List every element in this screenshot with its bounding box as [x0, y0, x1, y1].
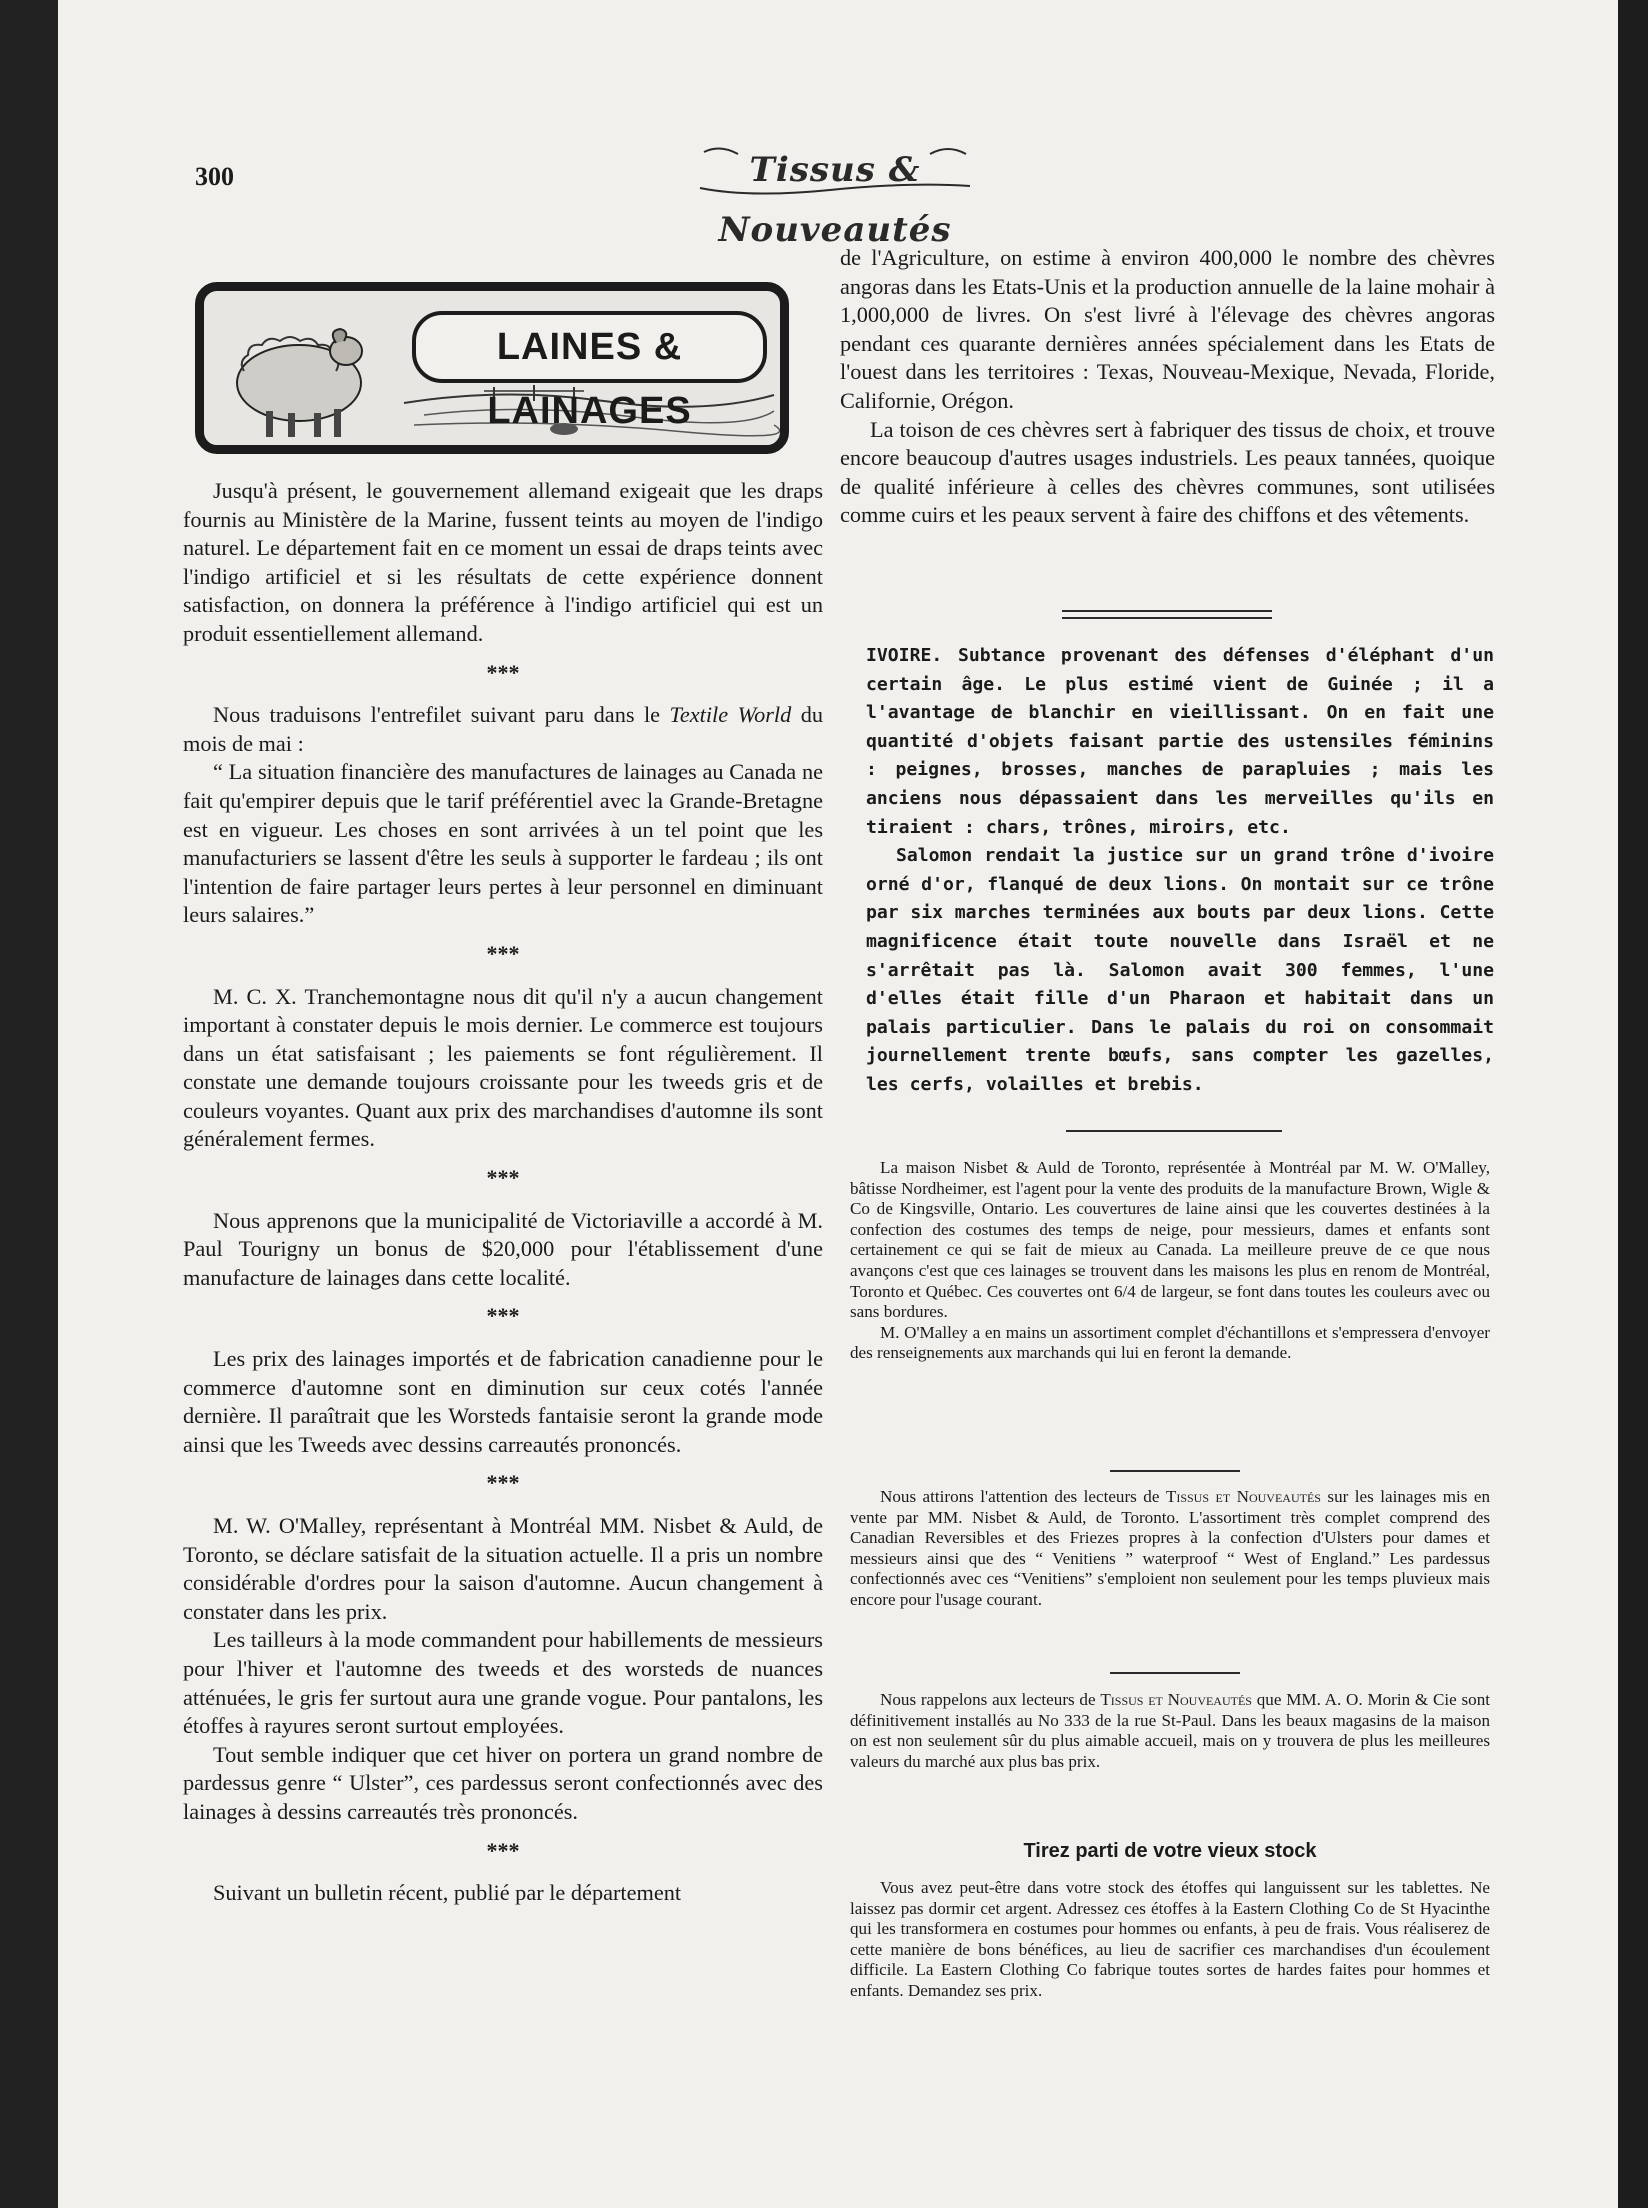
double-rule-top: [1062, 610, 1272, 612]
paragraph-omalley-echantillons: M. O'Malley a en mains un assortiment complet d'échantillons et s'empressera d'envoyer des renseignements aux marchands qui lui en feront la demande.: [850, 1322, 1490, 1363]
publication-title: Textile World: [669, 702, 792, 728]
masthead-title: Tissus & Nouveautés: [718, 150, 952, 250]
section-separator-stars: ***: [486, 659, 520, 685]
paragraph-ulster: Tout semble indiquer que cet hiver on portera un grand nombre de pardessus genre “ Ulster”, ces pardessus seront confectionnés avec des lainages à dessins carreautés très prononcés.: [183, 1741, 823, 1824]
paragraph-toison: La toison de ces chèvres sert à fabriquer des tissus de choix, et trouve encore beaucoup d'autres usages industriels. Les peaux tannées, quoique de qualité inférieure à celles des chèvres communes, sont utilisées comme cuirs et les peaux servent à faire des chiffons et des vêtements.: [840, 416, 1495, 528]
text-segment: du mois de mai :: [183, 702, 824, 756]
paragraph-omalley: M. W. O'Malley, représentant à Montréal MM. Nisbet & Auld, de Toronto, se déclare satisfait de la situation actuelle. Il a pris un nombre considérable d'ordres pour la saison d'automne. Aucun changement à constater dans les prix.: [183, 1513, 823, 1624]
text-segment: Nous rappelons aux lecteurs de: [880, 1690, 1101, 1709]
eastern-clothing-title: Tirez parti de votre vieux stock: [1023, 1840, 1317, 1862]
text-segment: Nous traduisons l'entrefilet suivant paru dans le: [213, 702, 670, 728]
divider-rule: [1110, 1470, 1240, 1472]
ivoire-article: [866, 642, 1494, 1100]
text-segment: Nous attirons l'attention des lecteurs de: [880, 1487, 1166, 1506]
left-column: [183, 477, 823, 1908]
paragraph-quote-situation: “ La situation financière des manufactures de lainages au Canada ne fait qu'empirer depuis que le tarif préférentiel avec la Grande-Bretagne est en vigueur. Les choses en sont arrivées à un tel point que les manufacturiers se lassent d'être les seuls à supporter le fardeau ; ils ont l'intention de faire partager leurs pertes à leur personnel en diminuant leurs salaires.”: [183, 759, 823, 928]
masthead-logo: [690, 140, 980, 250]
paragraph-morin: [850, 1690, 1490, 1772]
ivoire-heading: IVOIRE.: [866, 645, 943, 666]
section-separator-stars: ***: [486, 1165, 520, 1191]
section-separator-stars: ***: [486, 1837, 520, 1863]
section-separator-stars: ***: [486, 1470, 520, 1496]
text-segment: Subtance provenant des défenses d'éléphant d'un certain âge. Le plus estimé vient de Guinée ; il a l'avantage de blanchir en vieillissant. On en fait une quantité d'objets faisant partie des ustensiles féminins : peignes, brosses, manches de parapluies ; mais les anciens nous dépassaient dans les merveilles qu'ils en tiraient : chars, trônes, miroirs, etc.: [866, 645, 1494, 838]
notice-morin: [850, 1690, 1490, 1772]
notice-eastern-clothing: [850, 1878, 1490, 2002]
paragraph-ivoire-definition: [866, 642, 1494, 842]
text-segment: sur les lainages mis en vente par MM. Nisbet & Auld, de Toronto. L'assortiment très complet comprend des Canadian Reversibles et des Friezes propres à la confection d'Ulsters pour dames et messieurs ainsi que des “ Venitiens ” waterproof “ West of England.” Les pardessus confectionnés avec ces “Venitiens” s'emploient non seulement pour les temps pluvieux mais encore pour l'usage courant.: [850, 1487, 1491, 1609]
paragraph-tailleurs: Les tailleurs à la mode commandent pour habillements de messieurs pour l'hiver et l'automne des tweeds et des worsteds de nuances atténuées, le gris fer surtout aura une grande vogue. Pour pantalons, les étoffes à rayures seront surtout employées.: [183, 1627, 823, 1739]
banner-title: LAINES & LAINAGES: [412, 311, 767, 383]
paragraph-vieux-stock: Vous avez peut-être dans votre stock des étoffes qui languissent sur les tablettes. Ne laissez pas dormir cet argent. Adressez ces étoffes à la Eastern Clothing Co de St Hyacinthe qui les transformera en costumes pour hommes ou enfants, à peu de frais. Vous réaliserez de cette manière de bons bénéfices, au lieu de sacrifier ces marchandises d'un écoulement difficile. La Eastern Clothing Co fabrique toutes sortes de hardes faites pour hommes et enfants. Demandez ses prix.: [850, 1878, 1490, 2000]
notice-nisbet-auld: [850, 1158, 1490, 1364]
journal-name: Tissus et Nouveautés: [1165, 1487, 1321, 1506]
paragraph-indigo: Jusqu'à présent, le gouvernement allemand exigeait que les draps fournis au Ministère de la Marine, fussent teints au moyen de l'indigo naturel. Le département fait en ce moment un essai de draps teints avec l'indigo artificiel et si les résultats de cette expérience donnent satisfaction, on donnera la préférence à l'indigo artificiel qui est un produit essentiellement allemand.: [183, 478, 823, 646]
section-separator-stars: ***: [486, 940, 520, 966]
laines-lainages-banner: [195, 282, 789, 454]
paragraph-prix-lainages: Les prix des lainages importés et de fabrication canadienne pour le commerce d'automne sont en diminution sur ceux cotés l'année dernière. Il paraîtrait que les Worsteds fantaisie seront la grande mode ainsi que les Tweeds avec dessins carreautés prononcés.: [183, 1346, 823, 1457]
journal-name: Tissus et Nouveautés: [1100, 1690, 1252, 1709]
right-column-top: [840, 244, 1495, 530]
text-segment: que MM. A. O. Morin & Cie sont définitivement installés au No 333 de la rue St-Paul. Dans les beaux magasins de la maison on est non seulement sûr du plus aimable accueil, mais on y trouvera de plus les meilleures valeurs du marché aux plus bas prix.: [850, 1690, 1490, 1771]
paragraph-tranchemontagne: M. C. X. Tranchemontagne nous dit qu'il n'y a aucun changement important à constater depuis le mois dernier. Le commerce est toujours dans un état satisfaisant ; les paiements se font régulièrement. Il constate une demande toujours croissante pour les tweeds gris et de couleurs voyantes. Quant aux prix des marchandises d'automne ils sont généralement fermes.: [183, 983, 823, 1152]
paragraph-chevres-angoras: de l'Agriculture, on estime à environ 400,000 le nombre des chèvres angoras dans les Etats-Unis et la production annuelle de la laine mohair à 1,000,000 de livres. On s'est livré à l'élevage des chèvres angoras pendant ces quarante dernières années spécialement dans les Etats de l'ouest dans les territoires : Texas, Nouveau-Mexique, Nevada, Floride, Californie, Orégon.: [840, 245, 1495, 413]
divider-rule: [1066, 1130, 1282, 1132]
paragraph-couvertures: La maison Nisbet & Auld de Toronto, représentée à Montréal par M. W. O'Malley, bâtisse Nordheimer, est l'agent pour la vente des produits de la manufacture Brown, Wigle & Co de Kingsville, Ontario. Les couvertures de laine ainsi que les couvertes destinées à la confection des costumes des temps de neige, pour messieurs, dames et enfants sont certainement ce qui se fait de mieux au Canada. La meilleure preuve de ce que nous avançons c'est que ces lainages se trouvent dans les maisons les plus en renom de Montréal, Toronto et Québec. Ces couvertes ont 6/4 de largeur, se font dans toutes les couleurs avec ou sans bordures.: [850, 1158, 1490, 1322]
page-edge-shadow: [0, 0, 58, 2208]
page-number: 300: [195, 162, 234, 191]
section-separator-stars: ***: [486, 1303, 520, 1329]
double-rule-bottom: [1062, 617, 1272, 619]
paragraph-victoriaville: Nous apprenons que la municipalité de Victoriaville a accordé à M. Paul Tourigny un bonus de $20,000 pour l'établissement d'une manufacture de lainages dans cette localité.: [183, 1207, 823, 1290]
paragraph-textile-world: [183, 701, 823, 758]
divider-rule: [1110, 1672, 1240, 1674]
paragraph-bulletin: Suivant un bulletin récent, publié par le département: [213, 1880, 682, 1906]
notice-lainages-nisbet: [850, 1487, 1490, 1611]
paragraph-attention-lecteurs: [850, 1487, 1490, 1611]
paragraph-salomon: Salomon rendait la justice sur un grand trône d'ivoire orné d'or, flanqué de deux lions. On montait sur ce trône par six marches terminées aux bouts par deux lions. Cette magnificence était toute nouvelle dans Israël et ne s'arrêtait pas là. Salomon avait 300 femmes, l'une d'elles était fille d'un Pharaon et habitait dans un palais particulier. Dans le palais du roi on consommait journellement trente bœufs, sans compter les gazelles, les cerfs, volailles et brebis.: [866, 845, 1494, 1095]
